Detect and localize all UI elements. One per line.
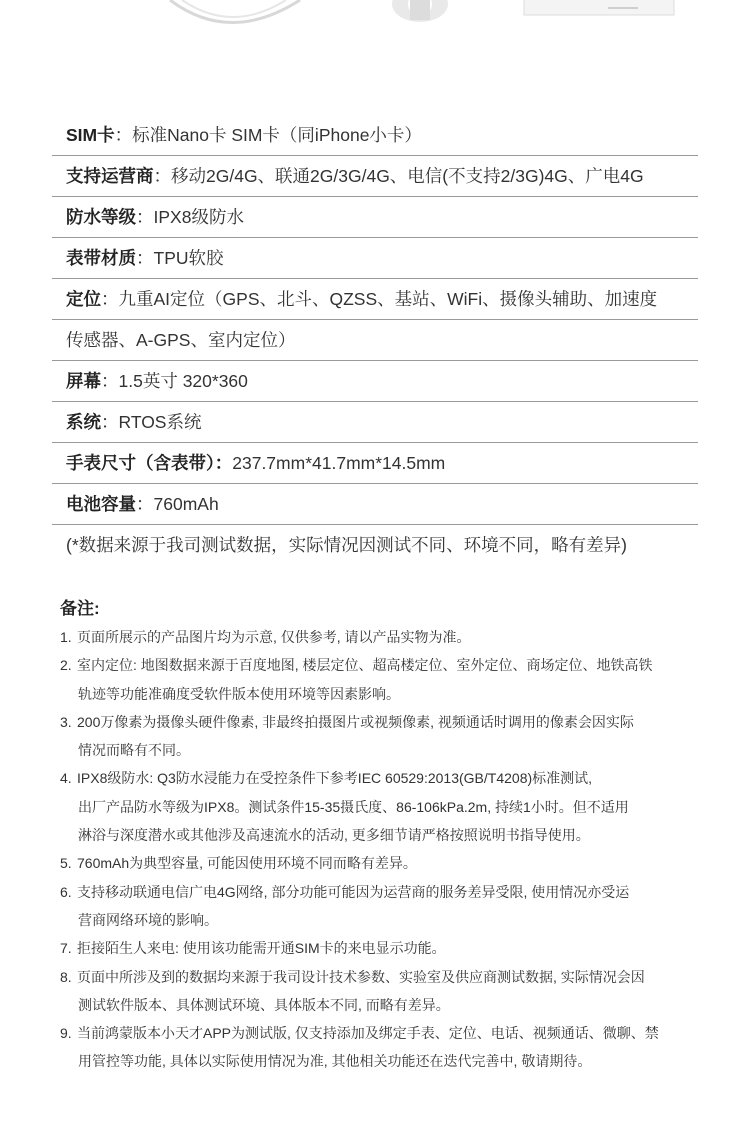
charging-cable-image xyxy=(170,0,300,23)
note-item xyxy=(60,764,700,849)
note-text: IPX8级防水: Q3防水浸能力在受控条件下参考IEC 60529:2013(GB/T4208)标准测试, xyxy=(77,770,593,787)
note-text: 营商网络环境的影响。 xyxy=(78,911,218,928)
spec-label: 定位 xyxy=(66,289,101,309)
note-number: 3. xyxy=(60,713,72,730)
note-item xyxy=(60,849,700,877)
spec-row-battery xyxy=(52,484,698,525)
spec-sep: ： xyxy=(101,371,119,391)
note-item xyxy=(60,878,700,935)
note-text: 200万像素为摄像头硬件像素, 非最终拍摄图片或视频像素, 视频通话时调用的像素会因实际 xyxy=(77,713,634,730)
note-text: 情况而略有不同。 xyxy=(78,742,190,759)
spec-sep: ： xyxy=(114,125,133,145)
spec-value: 237.7mm*41.7mm*14.5mm xyxy=(232,453,446,473)
spec-row-sim xyxy=(52,115,698,156)
note-number: 9. xyxy=(60,1025,72,1042)
note-text: 淋浴与深度潜水或其他涉及高速流水的活动, 更多细节请严格按照说明书指导使用。 xyxy=(78,827,590,844)
spec-sep: ： xyxy=(136,207,154,227)
spec-row-waterproof xyxy=(52,197,698,238)
note-number: 1. xyxy=(60,629,72,645)
note-number: 7. xyxy=(60,940,72,957)
spec-value: 移动2G/4G、联通2G/3G/4G、电信(不支持2/3G)4G、广电4G xyxy=(171,166,644,186)
spec-value: 760mAh xyxy=(153,494,219,514)
spec-label: 支持运营商 xyxy=(66,166,154,186)
spec-row-system xyxy=(52,402,698,443)
note-text: 测试软件版本、具体测试环境、具体版本不同, 而略有差异。 xyxy=(78,996,450,1013)
spec-row-positioning xyxy=(52,279,698,320)
spec-sep: ： xyxy=(153,166,171,186)
note-text: 760mAh为典型容量, 可能因使用环境不同而略有差异。 xyxy=(77,855,417,872)
spec-table xyxy=(52,115,698,565)
spec-label: SIM卡 xyxy=(66,125,115,145)
notes-list xyxy=(60,623,700,1076)
spec-row-strap xyxy=(52,238,698,279)
spec-label: 防水等级 xyxy=(66,207,136,227)
spec-sep: ： xyxy=(101,289,119,309)
note-text: 室内定位: 地图数据来源于百度地图, 楼层定位、超高楼定位、室外定位、商场定位、地铁高铁 xyxy=(77,657,653,674)
note-text: 页面所展示的产品图片均为示意, 仅供参考, 请以产品实物为准。 xyxy=(77,629,471,645)
manual-box-image xyxy=(524,0,674,15)
spec-row-carriers xyxy=(52,156,698,197)
spec-value: 传感器、A-GPS、室内定位） xyxy=(66,330,296,350)
note-item xyxy=(60,623,700,651)
spec-value: RTOS系统 xyxy=(118,412,202,432)
note-text: 支持移动联通电信广电4G网络, 部分功能可能因为运营商的服务差异受限, 使用情况亦受运 xyxy=(77,883,630,900)
spec-label: 系统 xyxy=(66,412,101,432)
note-number: 2. xyxy=(60,657,72,674)
spec-label: 电池容量 xyxy=(66,494,136,514)
spec-row-positioning-cont xyxy=(52,320,698,361)
note-number: 8. xyxy=(60,968,72,985)
product-images-strip xyxy=(0,0,750,40)
spec-value: (*数据来源于我司测试数据，实际情况因测试不同、环境不同，略有差异) xyxy=(66,535,627,555)
spec-value: 1.5英寸 320*360 xyxy=(118,371,248,391)
note-item xyxy=(60,934,700,962)
spec-label: 表带材质 xyxy=(66,248,136,268)
spec-label: 手表尺寸（含表带）： xyxy=(66,453,233,473)
spec-row-size xyxy=(52,443,698,484)
note-text: 用管控等功能, 具体以实际使用情况为准, 其他相关功能还在迭代完善中, 敬请期待。 xyxy=(78,1053,592,1070)
spec-label: 屏幕 xyxy=(66,371,101,391)
note-text: 轨迹等功能准确度受软件版本使用环境等因素影响。 xyxy=(78,685,400,702)
spec-value: IPX8级防水 xyxy=(153,207,244,227)
note-number: 5. xyxy=(60,855,72,872)
spec-value: 九重AI定位（GPS、北斗、QZSS、基站、WiFi、摄像头辅助、加速度 xyxy=(118,289,658,309)
note-item xyxy=(60,1019,700,1076)
note-text: 出厂产品防水等级为IPX8。测试条件15-35摄氏度、86-106kPa.2m, 持续1小时。但不适用 xyxy=(78,798,629,815)
spec-value: TPU软胶 xyxy=(153,248,224,268)
note-text: 当前鸿蒙版本小天才APP为测试版, 仅支持添加及绑定手表、定位、电话、视频通话、微聊、禁 xyxy=(77,1025,659,1042)
spec-value: 标准Nano卡 SIM卡（同iPhone小卡） xyxy=(132,125,422,145)
charger-clip-image xyxy=(392,0,448,22)
notes-title: 备注: xyxy=(60,599,100,618)
note-number: 4. xyxy=(60,770,72,787)
spec-sep: ： xyxy=(136,494,154,514)
spec-sep: ： xyxy=(136,248,154,268)
note-item xyxy=(60,651,700,708)
note-number: 6. xyxy=(60,883,72,900)
note-item xyxy=(60,963,700,1020)
spec-sep: ： xyxy=(101,412,119,432)
spec-disclaimer xyxy=(52,525,698,565)
spec-row-screen xyxy=(52,361,698,402)
note-item xyxy=(60,708,700,765)
note-text: 拒接陌生人来电: 使用该功能需开通SIM卡的来电显示功能。 xyxy=(77,940,446,957)
note-text: 页面中所涉及到的数据均来源于我司设计技术参数、实验室及供应商测试数据, 实际情况会因 xyxy=(77,968,645,985)
